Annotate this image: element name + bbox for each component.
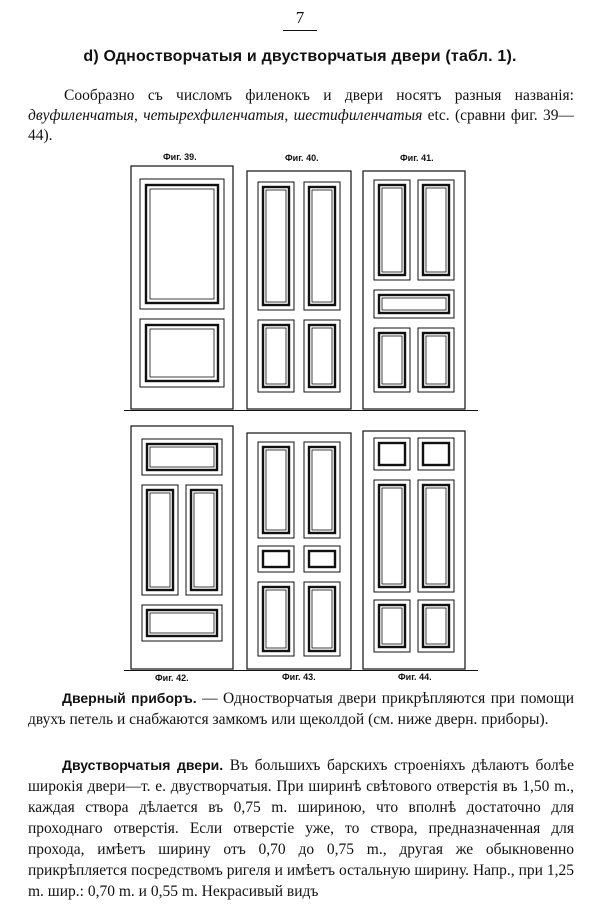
fig-39-door: [130, 165, 234, 410]
figure-row-1-baseline: [124, 410, 478, 411]
fig-41-door: [362, 170, 466, 410]
intro-line: Сообразно съ числомъ филенокъ и двери носятъ разныя названія:: [64, 87, 574, 104]
fig-44-label: Фиг. 44.: [398, 672, 432, 682]
term-six-panel: шестифиленчатыя: [293, 107, 423, 124]
fig-42-label: Фиг. 42.: [155, 673, 189, 683]
term-two-panel: двуфиленчатыя: [28, 107, 134, 124]
fig-39-label: Фиг. 39.: [163, 152, 197, 162]
fig-40-label: Фиг. 40.: [285, 153, 319, 163]
section-heading: d) Одностворчатыя и двустворчатыя двери (табл. 1).: [83, 48, 517, 65]
term-door-hardware: Дверный приборъ.: [62, 690, 197, 706]
figure-row-2-baseline: [124, 670, 478, 671]
paragraph-double-doors: [28, 755, 574, 902]
fig-43-label: Фиг. 43.: [282, 672, 316, 682]
term-four-panel: четырехфиленчатыя: [143, 107, 285, 124]
intro-tail: etc. (сравни фиг. 39—44).: [28, 107, 575, 144]
term-double-doors: Двустворчатыя двери.: [62, 757, 224, 773]
paragraph-door-hardware-text: — Одностворчатыя двери прикрѣпляются при помощи двухъ петель и снабжаются замкомъ или щеколдой (см. ниже дверн. приборы).: [28, 690, 575, 728]
fig-43-door: [246, 432, 352, 670]
page-number-rule: [283, 30, 317, 31]
paragraph-double-doors-text: Въ большихъ барскихъ строеніяхъ дѣлаютъ болѣе широкія двери—т. е. двустворчатыя. При ширинѣ свѣтового отверстія въ 1,50 m., каждая створа дѣлается въ 0,75 m. шириною, что вполнѣ достаточно для проходнаго отверстія. Если отверстіе уже, то створа, предназначенная для прохода, имѣетъ ширину отъ 0,70 до 0,75 m., другая же обыкновенно прикрѣпляется посредствомъ ригеля и имѣетъ остальную ширину. Напр., при 1,25 m. шир.: 0,70 m. и 0,55 m. Некрасивый видъ: [28, 757, 575, 900]
fig-44-door: [362, 430, 466, 670]
fig-41-label: Фиг. 41.: [400, 153, 434, 163]
paragraph-door-hardware: [28, 688, 574, 730]
fig-42-door: [130, 425, 234, 670]
intro-paragraph: Сообразно съ числомъ филенокъ и двери носятъ разныя названія: двуфиленчатыя, четырехфиленчатыя, шестифиленчатыя etc. (сравни фиг. 39—44).: [28, 87, 575, 144]
fig-40-door: [246, 170, 352, 410]
page-number: 7: [295, 8, 305, 27]
